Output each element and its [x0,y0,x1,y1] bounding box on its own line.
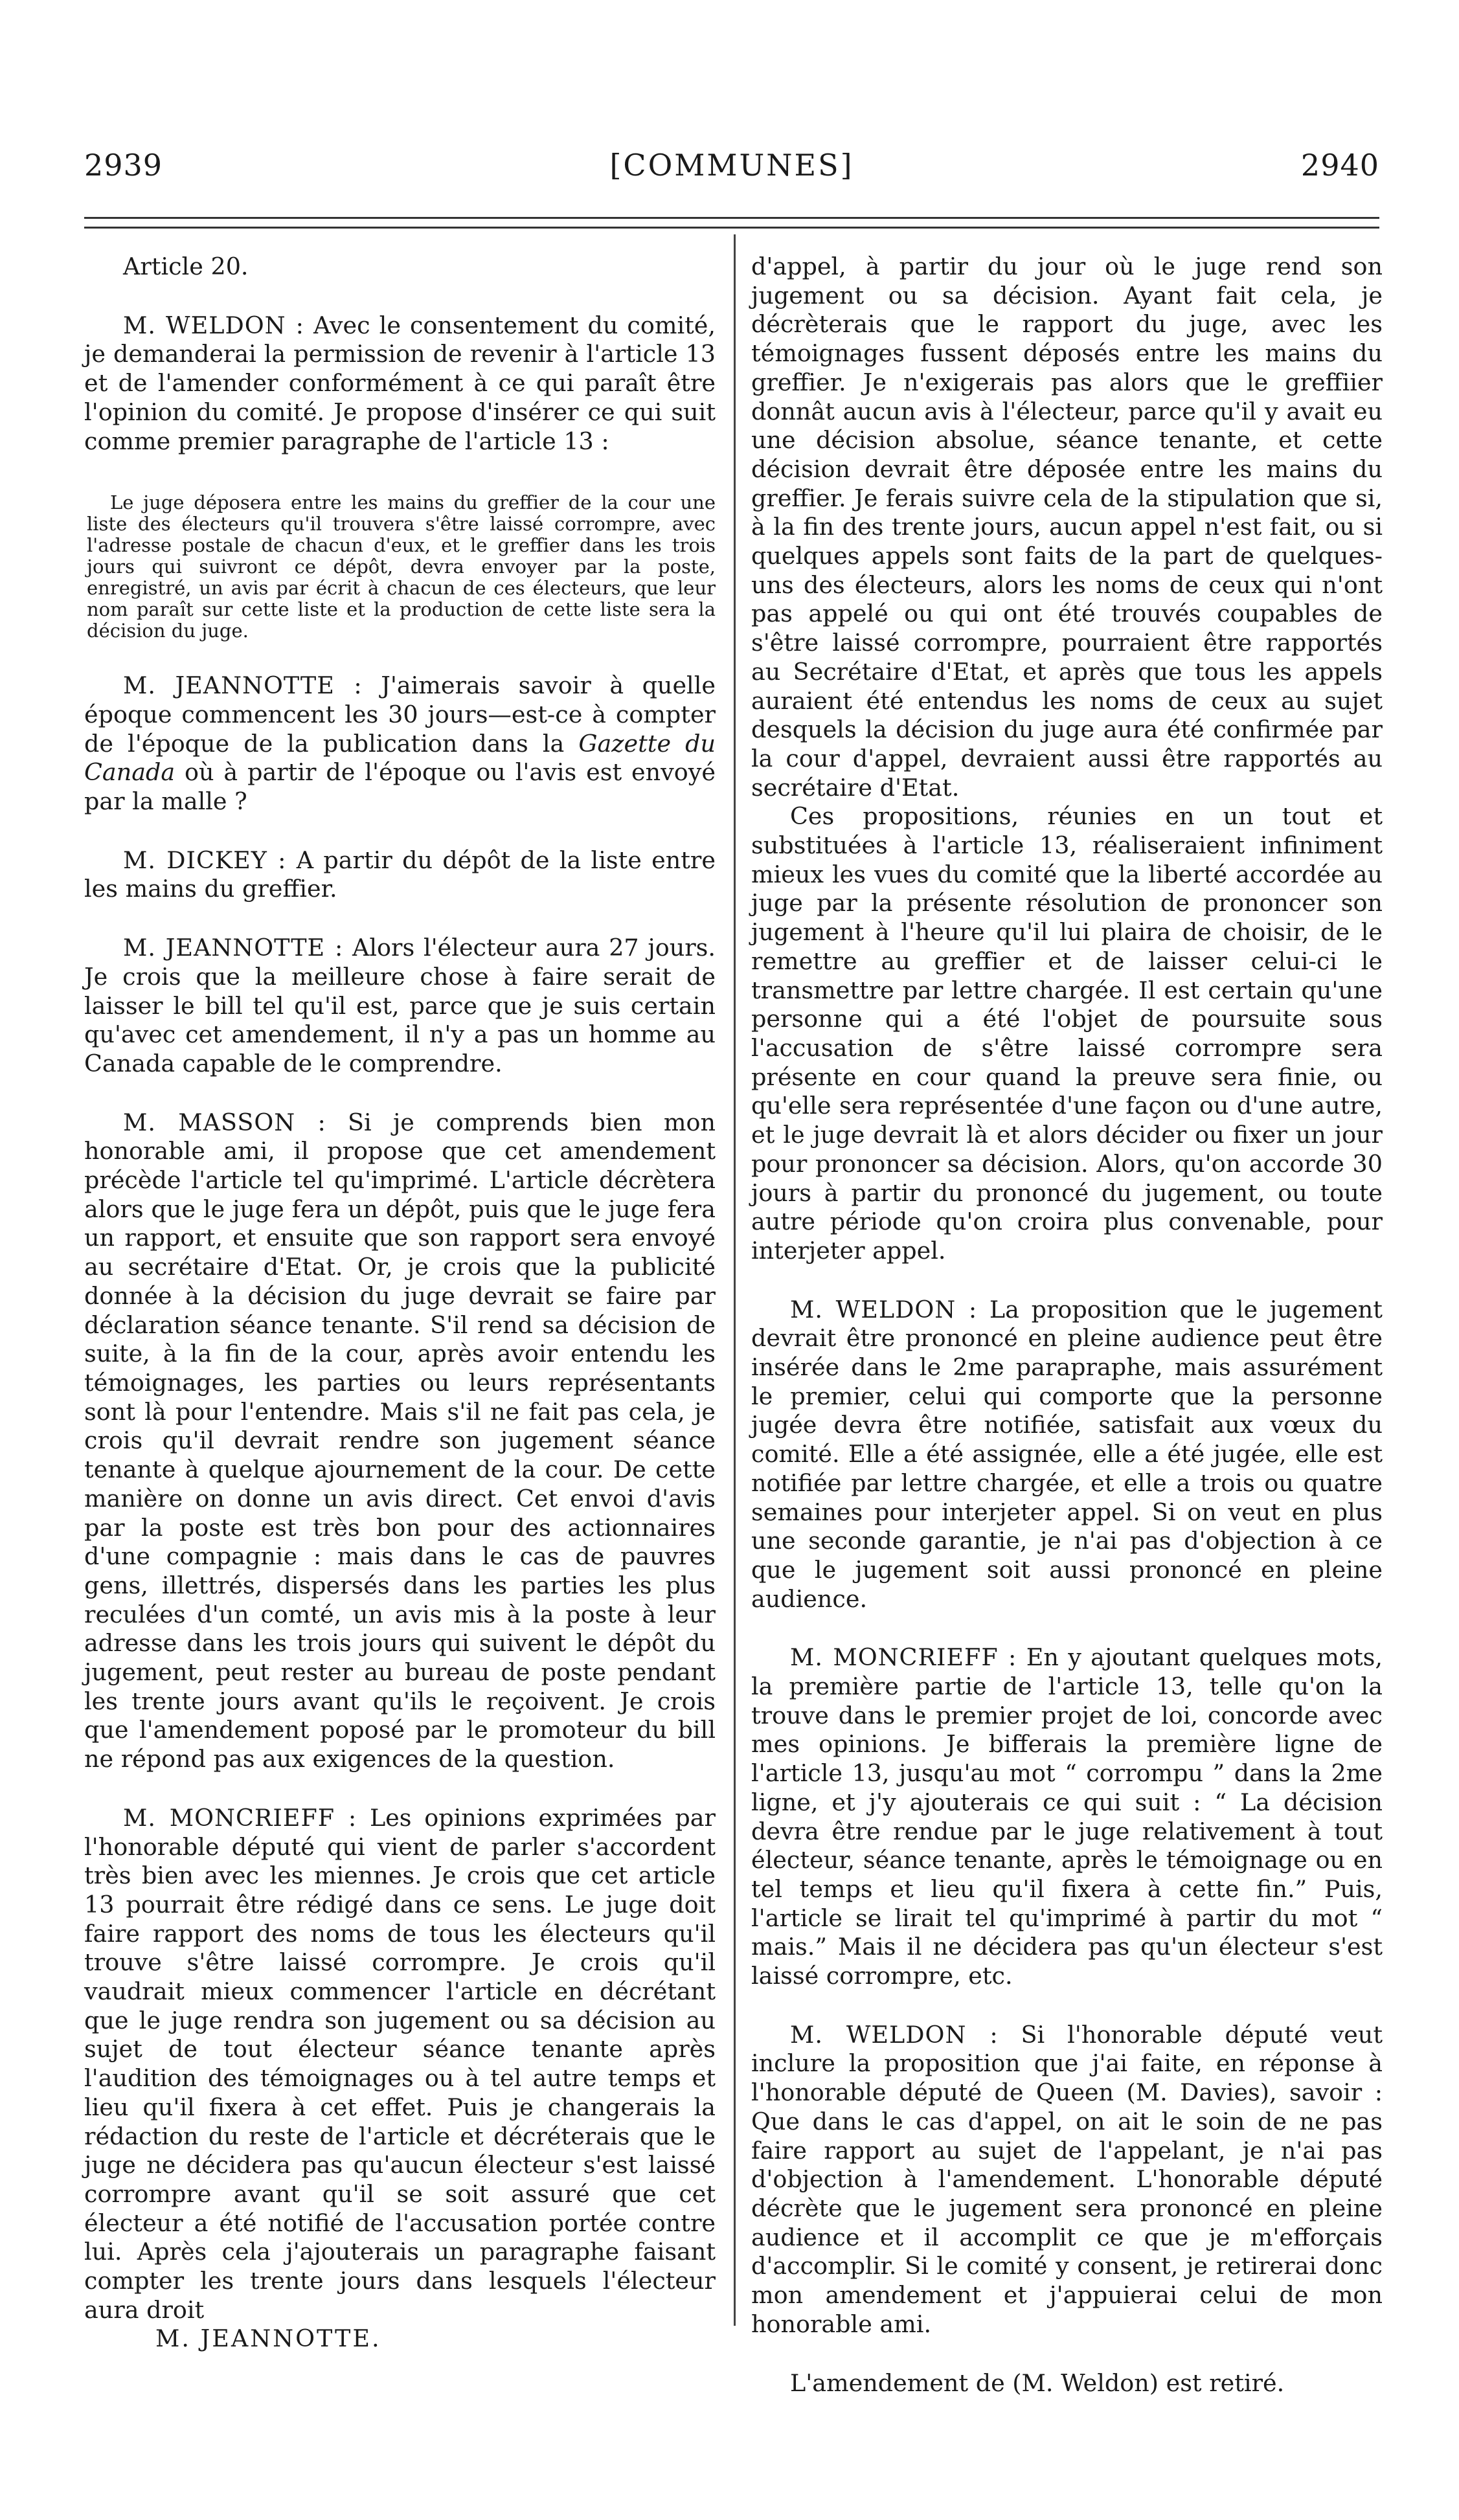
quoted-amendment: Le juge déposera entre les mains du greffier de la cour une liste des électeurs qu'il trouvera s'être laissé corrompre, avec l'adresse postale de chacun d'eux, et le greffier dans les trois jours qui suivront ce dépôt, devra envoyer par la poste, enregistré, un avis par écrit à chacun de ces électeurs, que leur nom paraît sur cette liste et la production de cette liste sera la décision du juge. [87,491,716,642]
speaker-name: M. MONCRIEFF : [790,1643,1017,1672]
paragraph-italic-text: Gazette du Canada [84,729,716,787]
paragraph-jeannotte-2 [84,934,716,1079]
speaker-name: M. JEANNOTTE : [123,934,344,962]
paragraph-text: En y ajoutant quelques mots, la première partie de l'article 13, telle qu'on la trouve dans le premier projet de loi, concorde avec mes opinions. Je bifferais la première ligne de l'article 13, jusqu'au mot “ corrompu ” dans la 2me ligne, et j'y ajouterais ce qui suit : “ La décision devra être rendue par le juge relativement à tout électeur, séance tenante, après le témoignage ou en tel temps et lieu qu'il fixera à cette fin.” Puis, l'article se lirait tel qu'imprimé à partir du mot “ mais.” Mais il ne décidera pas qu'un électeur s'est laissé corrompre, etc. [751,1643,1383,1990]
page-number-left: 2939 [84,148,163,183]
speaker-name: M. DICKEY : [123,846,287,874]
speaker-name: M. WELDON : [123,311,304,339]
speaker-name: M. WELDON : [790,2020,999,2049]
paragraph-text: Les opinions exprimées par l'honorable député qui vient de parler s'accordent très bien avec les miennes. Je crois que cet article 13 pourrait être rédigé dans ce sens. Le juge doit faire rapport des noms de tous les électeurs qu'il trouve s'être laissé corrompre. Je crois qu'il vaudrait mieux commencer l'article en décrétant que le juge rendra son jugement ou sa décision au sujet de tout électeur séance tenante après l'audition des témoignages ou à tel autre temps et lieu qu'il fixera à cet effet. Puis je changerais la rédaction du reste de l'article et décréterais que le juge ne décidera pas qu'aucun électeur s'est laissé corrompre avant qu'il se soit assuré que cet électeur a été notifié de l'accusation portée contre lui. Après cela j'ajouterais un paragraphe faisant compter les trente jours dans lesquels l'électeur aura droit [84,1803,716,2324]
left-column [84,253,716,2354]
paragraph-dickey [84,846,716,904]
paragraph-jeannotte-1 [84,671,716,816]
closing-statement: L'amendement de (M. Weldon) est retiré. [790,2368,1285,2397]
paragraph-text: A partir du dépôt de la liste entre les mains du greffier. [84,846,716,903]
paragraph-weldon-2 [751,1296,1383,1614]
paragraph-text: La proposition que le jugement devrait être prononcé en pleine audience peut être insérée dans le 2me parapraphe, mais assurément le premier, celui qui comporte que la personne jugée devra être notifiée, satisfait aux vœux du comité. Elle a été assignée, elle a été jugée, elle est notifiée par lettre chargée, et elle a trois ou quatre semaines pour interjeter appel. Si on veut en plus une seconde garantie, je n'ai pas d'objection à ce que le jugement soit aussi prononcé en pleine audience. [751,1295,1383,1613]
paragraph-text: Si je comprends bien mon honorable ami, il propose que cet amendement précède l'article tel qu'imprimé. L'article décrètera alors que le juge fera un dépôt, puis que le juge fera un rapport, et ensuite que son rapport sera envoyé au secrétaire d'Etat. Or, je crois que la publicité donnée à la décision du juge devrait se faire par déclaration séance tenante. S'il rend sa décision de suite, à la fin de la cour, après avoir entendu les témoignages, les parties ou leurs représentants sont là pour l'entendre. Mais s'il ne fait pas cela, je crois qu'il devrait rendre son jugement séance tenante à quelque ajournement de la cour. De cette manière on donne un avis direct. Cet envoi d'avis par la poste est très bon pour des actionnaires d'une compagnie : mais dans le cas de pauvres gens, illettrés, dispersés dans les parties les plus reculées d'un comté, un avis mis à la poste à leur adresse dans les trois jours qui suivent le dépôt du jugement, peut rester au bureau de poste pendant les trente jours avant qu'ils le reçoivent. Je crois que l'amendement poposé par le promoteur du bill ne répond pas aux exigences de la question. [84,1108,716,1773]
paragraph-weldon-3 [751,2021,1383,2339]
right-column [751,253,1383,2398]
speaker-name: M. MASSON : [123,1108,326,1136]
paragraph-text: J'aimerais savoir à quelle époque commencent les 30 jours—est-ce à compter de l'époque de la publication dans la [84,671,716,758]
paragraph-text: Avec le consentement du comité, je demanderai la permission de revenir à l'article 13 et de l'amender conformément à ce qui paraît être l'opinion du comité. Je propose d'insérer ce qui suit comme premier paragraphe de l'article 13 : [84,311,716,455]
paragraph-moncrieff-2 [751,1643,1383,1990]
page-number-right: 2940 [1300,148,1379,183]
paragraph-text: où à partir de l'époque ou l'avis est envoyé par la malle ? [84,758,716,816]
paragraph-moncrieff-1 [84,1804,716,2325]
header-rule-bottom [84,227,1379,229]
page-header [84,148,1379,206]
column-divider [734,234,736,2326]
speaker-name: M. JEANNOTTE : [123,671,363,700]
speaker-name: M. MONCRIEFF : [123,1803,357,1832]
article-heading: Article 20. [123,253,249,280]
paragraph-weldon-1 [84,311,716,456]
paragraph-continuation: d'appel, à partir du jour où le juge rend son jugement ou sa décision. Ayant fait cela, je décrèterais que le rapport du juge, avec les témoignages fussent déposés entre les mains du greffier. Je n'exigerais pas alors que le greffiier donnât aucun avis à l'électeur, parce qu'il y avait eu une décision absolue, séance tenante, et cette décision devrait être déposée entre les mains du greffier. Je ferais suivre cela de la stipulation que si, à la fin des trente jours, aucun appel n'est fait, ou si quelques appels sont faits de la part de quelques-uns des électeurs, alors les noms de ceux qui n'ont pas appelé ou qui ont été trouvés coupables de s'être laissé corrompre, pourraient être rapportés au Secrétaire d'Etat, et après que tous les appels auraient été entendus les noms de ceux au sujet desquels la décision du juge aura été confirmée par la cour d'appel, devraient aussi être rapportés au secrétaire d'Etat. [751,253,1383,802]
signature-jeannotte: M. JEANNOTTE. [155,2324,381,2353]
paragraph-propositions: Ces propositions, réunies en un tout et substituées à l'article 13, réaliseraient infiniment mieux les vues du comité que la liberté accordée au juge par la présente résolution de prononcer son jugement à l'heure qu'il lui plaira de choisir, de le remettre au greffier et de laisser celui-ci le transmettre par lettre chargée. Il est certain qu'une personne qui a été l'objet de poursuite sous l'accusation de s'être laissé corrompre sera présente en cour quand la preuve sera finie, ou qu'elle sera représentée d'une façon ou d'une autre, et le juge devrait là et alors décider ou fixer un jour pour prononcer sa décision. Alors, qu'on accorde 30 jours à partir du prononcé du jugement, ou toute autre période qu'on croira plus convenable, pour interjeter appel. [751,802,1383,1265]
paragraph-text: Alors l'électeur aura 27 jours. Je crois que la meilleure chose à faire serait de laisser le bill tel qu'il est, parce que je suis certain qu'avec cet amendement, il n'y a pas un homme au Canada capable de le comprendre. [84,934,716,1077]
paragraph-text: Si l'honorable député veut inclure la proposition que j'ai faite, en réponse à l'honorable député de Queen (M. Davies), savoir : Que dans le cas d'appel, on ait le soin de ne pas faire rapport au sujet de l'appelant, je n'ai pas d'objection à l'amendement. L'honorable député décrète que le jugement sera prononcé en pleine audience et il accomplit ce que je m'efforçais d'accomplir. Si le comité y consent, je retirerai donc mon amendement et j'appuierai celui de mon honorable ami. [751,2020,1383,2338]
running-title: [COMMUNES] [609,148,854,183]
header-rule-top [84,217,1379,219]
speaker-name: M. WELDON : [790,1295,978,1323]
paragraph-masson [84,1108,716,1774]
